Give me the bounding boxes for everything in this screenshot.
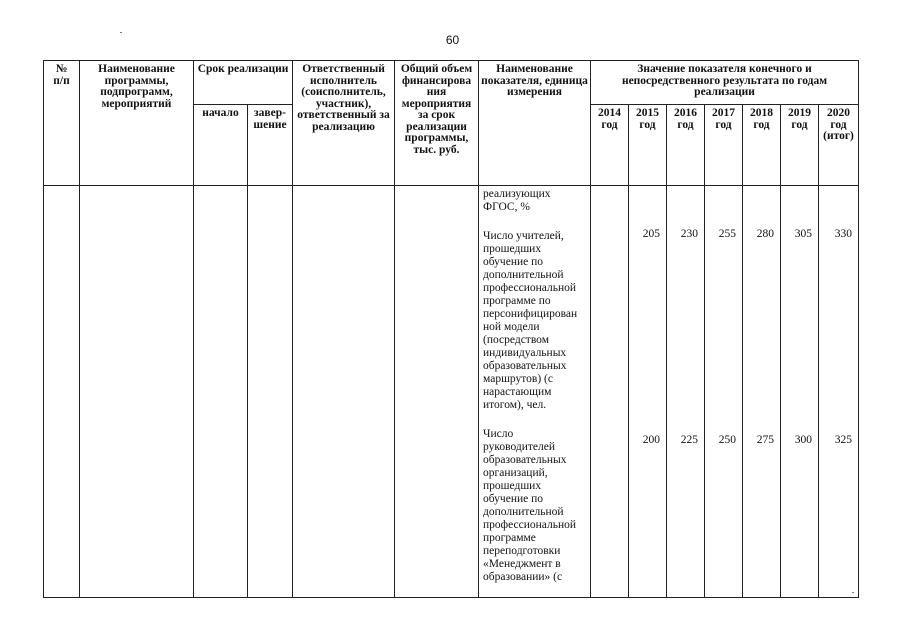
cell-year-2017 (705, 186, 743, 598)
cell-indicator (479, 186, 591, 598)
cell-year-2014 (591, 186, 629, 598)
header-responsible: Ответственный исполнитель (соисполнитель, участник), ответственный за реализацию (293, 61, 395, 186)
indicator-managers: Число руководителей образовательных организаций, прошедших обучение по дополнительной профессиональной программе переподготовки «Менеджмент в образовании» (с (483, 428, 577, 583)
header-financing: Общий объем финансирова ния мероприятия за срок реализации программы, тыс. руб. (395, 61, 479, 186)
program-table (43, 60, 859, 598)
cell-term-end (248, 186, 293, 598)
header-year-2018: 2018 год (743, 105, 781, 186)
header-indicator: Наименование показателя, единица измерения (479, 61, 591, 186)
value-teachers-2020: 330 (834, 228, 853, 240)
header-year-2015: 2015 год (629, 105, 667, 186)
indicator-teachers: Число учителей, прошедших обучение по дополнительной профессиональной программе по персонифицирован ной модели (посредством индивидуальных образовательных маршрутов) (с нарастающим итогом), чел. (483, 230, 578, 411)
header-term: Срок реализации (194, 61, 293, 105)
header-year-2014: 2014 год (591, 105, 629, 186)
value-managers-2020: 325 (834, 434, 853, 446)
cell-year-2018 (743, 186, 781, 598)
header-name: Наименование программы, подпрограмм, мероприятий (80, 61, 194, 186)
value-managers-2017: 250 (718, 434, 737, 446)
cell-year-2020 (819, 186, 859, 598)
cell-name (80, 186, 194, 598)
value-managers-2019: 300 (794, 434, 813, 446)
indicator-fgos: реализующих ФГОС, % (483, 188, 551, 213)
value-managers-2015: 200 (642, 434, 661, 446)
cell-year-2015 (629, 186, 667, 598)
header-year-2017: 2017 год (705, 105, 743, 186)
value-teachers-2016: 230 (680, 228, 699, 240)
value-teachers-2019: 305 (794, 228, 813, 240)
cell-term-start (194, 186, 248, 598)
cell-year-2016 (667, 186, 705, 598)
header-term-end: завер- шение (248, 105, 293, 186)
header-values-group: Значение показателя конечного и непосредственного результата по годам реализации (591, 61, 859, 105)
value-managers-2016: 225 (680, 434, 699, 446)
cell-year-2019 (781, 186, 819, 598)
value-teachers-2017: 255 (718, 228, 737, 240)
page-number: 60 (445, 33, 460, 47)
header-term-start: начало (194, 105, 248, 186)
cell-num (44, 186, 80, 598)
cell-responsible (293, 186, 395, 598)
header-year-2020: 2020 год (итог) (819, 105, 859, 186)
header-year-2016: 2016 год (667, 105, 705, 186)
table-row (44, 186, 859, 598)
value-managers-2018: 275 (756, 434, 775, 446)
scan-speck (120, 32, 122, 33)
value-teachers-2015: 205 (642, 228, 661, 240)
header-year-2019: 2019 год (781, 105, 819, 186)
cell-financing (395, 186, 479, 598)
header-num: № п/п (44, 61, 80, 186)
value-teachers-2018: 280 (756, 228, 775, 240)
